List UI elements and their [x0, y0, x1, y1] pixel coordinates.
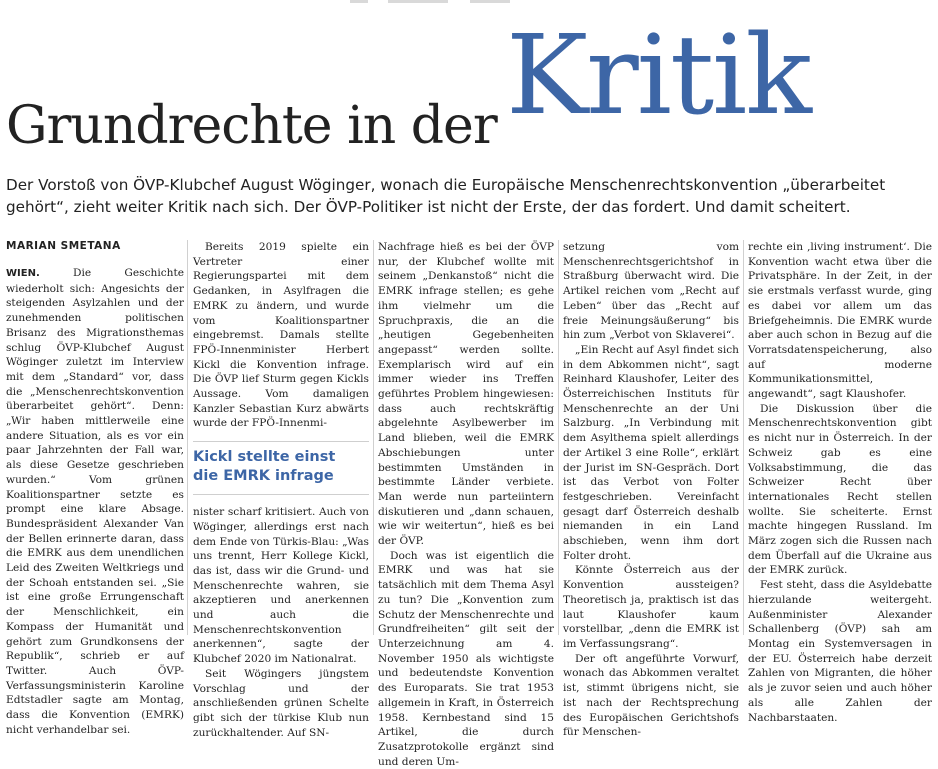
column-4-paragraph-4: Der oft angeführte Vorwurf, wonach das Abkommen veraltet ist, stimmt übrigens nicht, sie ist nach der Rechtsprechung des Europäischen Gerichtshofs für Menschen- [563, 652, 739, 739]
column-4-paragraph-1: setzung vom Menschenrechtsgerichtshof in Straßburg überwacht wird. Die Artikel reichen vom „Recht auf Leben“ über das „Recht auf freie Meinungsäußerung“ bis hin zum „Verbot von Sklaverei“. [563, 241, 739, 342]
column-5 [748, 240, 932, 725]
column-3 [378, 240, 554, 769]
column-divider [558, 240, 559, 635]
column-4-paragraph-2: „Ein Recht auf Asyl findet sich in dem Abkommen nicht“, sagt Reinhard Klaushofer, Leiter des Österreichischen Instituts für Menschenrechte an der Uni Salzburg. „In Verbindung mit dem Asylthema spielt allerdings der Artikel 3 eine Rolle“, erklärt der Jurist im SN-Gespräch. Dort ist das Verbot von Folter festgeschrieben. Vereinfacht gesagt darf Österreich deshalb niemanden in ein Land abschieben, wenn ihm dort Folter droht. [563, 343, 739, 562]
headline-part1: Grundrechte in der [6, 96, 497, 156]
dateline: WIEN. [6, 268, 40, 279]
headline-part2: Kritik [506, 11, 810, 139]
column-5-paragraph-2: Die Diskussion über die Menschenrechtskonvention gibt es nicht nur in Österreich. In der Schweiz gab es eine Volksabstimmung, die das Schweizer Recht über internationales Recht stellen wollte. Sie scheiterte. Ernst machte hingegen Russland. Im März zogen sich die Russen nach dem Überfall auf die Ukraine aus der EMRK zurück. [748, 402, 932, 577]
column-4-paragraph-3: Könnte Österreich aus der Konvention aussteigen? Theoretisch ja, praktisch ist das laut Klaushofer kaum vorstellbar, „denn die EMRK ist im Verfassungsrang“. [563, 564, 739, 650]
subheading-line-2: die EMRK infrage [193, 468, 334, 485]
column-divider [187, 240, 188, 635]
headline [6, 11, 936, 156]
column-2-paragraph-1: Bereits 2019 spielte ein Vertreter einer Regierungspartei mit dem Gedanken, in Asylfragen die EMRK zu ändern, und wurde vom Koalitionspartner eingebremst. Damals stellte FPÖ-Innenminister Herbert Kickl die Konvention infrage. Die ÖVP lief Sturm gegen Kickls Aussage. Vom damaligen Kanzler Sebastian Kurz abwärts wurde der FPÖ-Innenmi- [193, 241, 369, 430]
subheading [193, 441, 369, 495]
column-divider [373, 240, 374, 635]
column-divider [743, 240, 744, 635]
lead-line-1: Der Vorstoß von ÖVP-Klubchef August Wöginger, wonach die Europäische Menschenrechtskonvention „überarbeitet [6, 176, 886, 194]
column-3-paragraph-2: Doch was ist eigentlich die EMRK und was hat sie tatsächlich mit dem Thema Asyl zu tun? Die „Konvention zum Schutz der Menschenrechte und Grundfreiheiten“ gilt seit der Unterzeichnung am 4. November 1950 als wichtigste und bedeutendste Konvention des Europarats. Sie trat 1953 allgemein in Kraft, in Österreich 1958. Kernbestand sind 15 Artikel, die durch Zusatzprotokolle ergänzt sind und deren Um- [378, 549, 554, 768]
column-2-paragraph-2: nister scharf kritisiert. Auch von Wöginger, allerdings erst nach dem Ende von Türkis-Blau: „Was uns trennt, Herr Kollege Kickl, das ist, dass wir die Grund- und Menschenrechte wahren, sie akzeptieren und anerkennen und auch die Menschenrechtskonvention anerkennen“, sagte der Klubchef 2020 im Nationalrat. [193, 506, 369, 666]
column-1-paragraph [6, 266, 184, 738]
column-1 [6, 266, 184, 738]
top-decoration [0, 0, 938, 8]
subheading-line-1: Kickl stellte einst [193, 449, 336, 466]
lead-line-2: gehört“, zieht weiter Kritik nach sich. Der ÖVP-Politiker ist nicht der Erste, der das fordert. Und damit scheitert. [6, 198, 851, 216]
column-1-text: Die Geschichte wiederholt sich: Angesichts der steigenden Asylzahlen und der zunehmenden politischen Brisanz des Migrationsthemas schlug ÖVP-Klubchef August Wöginger zuletzt im Interview mit dem „Standard“ vor, dass die „Menschenrechtskonvention überarbeitet gehört“. Denn: „Wir haben mittlerweile eine andere Situation, als es vor ein paar Jahrzehnten der Fall war, als diese Gesetze geschrieben wurden.“ Vom grünen Koalitionspartner setzte es prompt eine klare Absage. Bundespräsident Alexander Van der Bellen erinnerte daran, dass die EMRK aus dem unendlichen Leid des Zweiten Weltkriegs und der Schoah entstanden sei. „Sie ist eine große Errungenschaft der Menschlichkeit, ein Kompass der Humanität und gehört zum Grundkonsens der Republik“, schrieb er auf Twitter. Auch ÖVP-Verfassungsministerin Karoline Edtstadler sagte am Montag, dass die Konvention (EMRK) nicht verhandelbar sei. [6, 267, 184, 736]
column-4 [563, 240, 739, 740]
column-5-paragraph-1: rechte ein ‚living instrument‘. Die Konvention wacht etwa über die Privatsphäre. In der Zeit, in der sie erstmals verfasst wurde, ging es dabei vor allem um das Briefgeheimnis. Die EMRK wurde aber auch schon in Bezug auf die Vorratsdatenspeicherung, also auf moderne Kommunikationsmittel, angewandt“, sagt Klaushofer. [748, 241, 932, 401]
lead-paragraph [6, 174, 932, 218]
column-2 [193, 240, 369, 740]
column-3-paragraph-1: Nachfrage hieß es bei der ÖVP nur, der Klubchef wollte mit seinem „Denkanstoß“ nicht die EMRK infrage stellen; es gehe ihm vielmehr um die Spruchpraxis, die an die „heutigen Gegebenheiten angepasst“ werden sollte. Exemplarisch wird auf ein immer wieder ins Treffen geführtes Problem hingewiesen: dass auch rechtskräftig abgelehnte Asylbewerber im Land blieben, weil die EMRK Abschiebungen unter bestimmten Umständen in bestimmte Länder verbiete. Man werde nun parteiintern diskutieren und „dann schauen, wie wir weitertun“, hieß es bei der ÖVP. [378, 241, 554, 548]
author-byline: MARIAN SMETANA [6, 240, 121, 252]
column-5-paragraph-3: Fest steht, dass die Asyldebatte hierzulande weitergeht. Außenminister Alexander Schallenberg (ÖVP) sah am Montag ein Systemversagen in der EU. Österreich habe derzeit Zahlen von Migranten, die höher als je zuvor seien und auch höher als alle Zahlen der Nachbarstaaten. [748, 579, 932, 724]
column-2-paragraph-3: Seit Wögingers jüngstem Vorschlag und der anschließenden grünen Schelte gibt sich der türkise Klub nun zurückhaltender. Auf SN- [193, 667, 369, 739]
